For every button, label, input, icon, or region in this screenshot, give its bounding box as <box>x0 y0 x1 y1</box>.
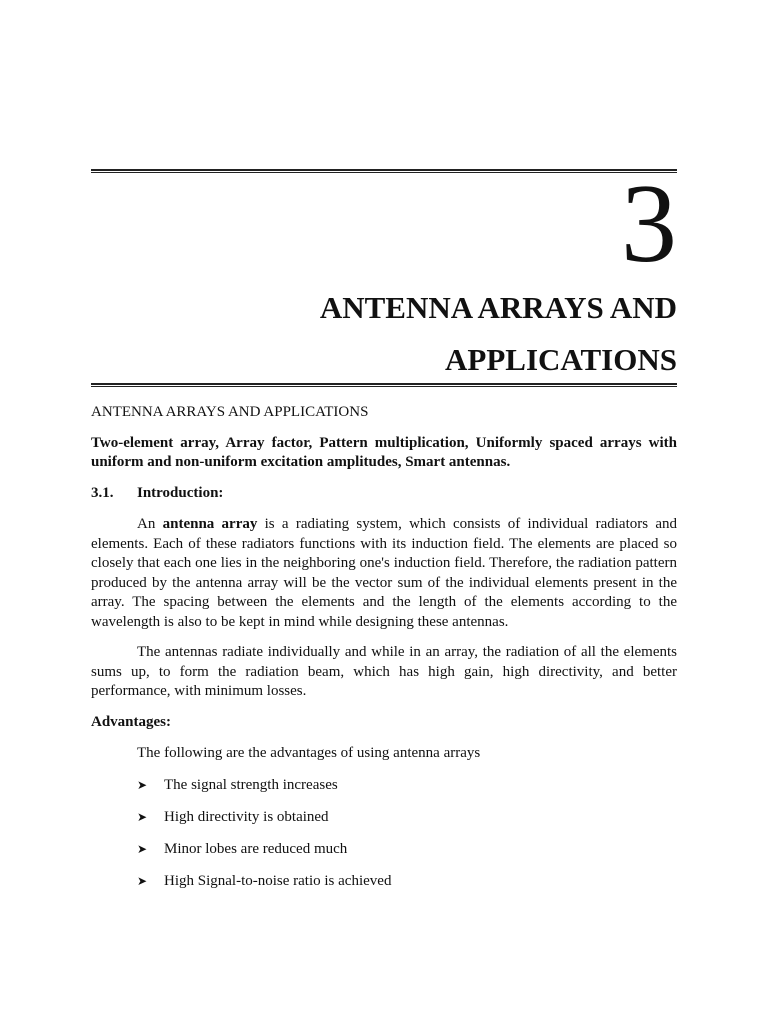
intro-paragraph-1 <box>91 515 677 632</box>
list-item <box>137 776 677 796</box>
section-heading <box>91 484 677 504</box>
arrow-bullet-icon: ➤ <box>137 777 148 792</box>
list-item-text: The signal strength increases <box>164 776 338 793</box>
list-item <box>137 808 677 828</box>
advantages-heading: Advantages: <box>91 713 172 730</box>
list-item-text: Minor lobes are reduced much <box>164 840 348 857</box>
section-number: 3.1. <box>91 484 114 501</box>
chapter-number: 3 <box>621 162 677 286</box>
running-head: ANTENNA ARRAYS AND APPLICATIONS <box>91 404 369 420</box>
chapter-bottom-rule <box>91 383 677 387</box>
syllabus-topics: Two-element array, Array factor, Pattern multiplication, Uniformly spaced arrays with uniform and non-uniform excitation amplitudes, Smart antennas. <box>91 434 677 470</box>
section-title: Introduction: <box>137 484 224 501</box>
list-item-text: High directivity is obtained <box>164 808 329 825</box>
chapter-body <box>91 403 677 904</box>
chapter-title-line2: APPLICATIONS <box>445 342 677 377</box>
advantages-intro: The following are the advantages of using antenna arrays <box>137 745 481 761</box>
list-item <box>137 872 677 892</box>
para1-lead: An <box>137 516 156 532</box>
list-item-text: High Signal-to-noise ratio is achieved <box>164 872 392 889</box>
arrow-bullet-icon: ➤ <box>137 809 148 824</box>
list-item <box>137 840 677 860</box>
arrow-bullet-icon: ➤ <box>137 841 148 856</box>
chapter-top-rule <box>91 169 677 173</box>
arrow-bullet-icon: ➤ <box>137 873 148 888</box>
para1-rest: is a radiating system, which consists of individual radiators and elements. Each of these radiators functions with its induction field. The elements are placed so closely that each one lies in the neighboring one's induction field. Therefore, the radiation pattern produced by the antenna array will be the vector sum of the individual elements present in the array. The spacing between the elements and the length of the elements according to the wavelength is also to be kept in mind while designing these antennas. <box>91 516 678 630</box>
chapter-title-line1: ANTENNA ARRAYS AND <box>319 290 677 325</box>
para1-term: antenna array <box>162 516 258 532</box>
advantages-list <box>91 776 677 892</box>
chapter-title <box>177 282 677 386</box>
intro-paragraph-2: The antennas radiate individually and while in an array, the radiation of all the elements sums up, to form the radiation beam, which has high gain, high directivity, and better performance, with minimum losses. <box>91 644 677 699</box>
